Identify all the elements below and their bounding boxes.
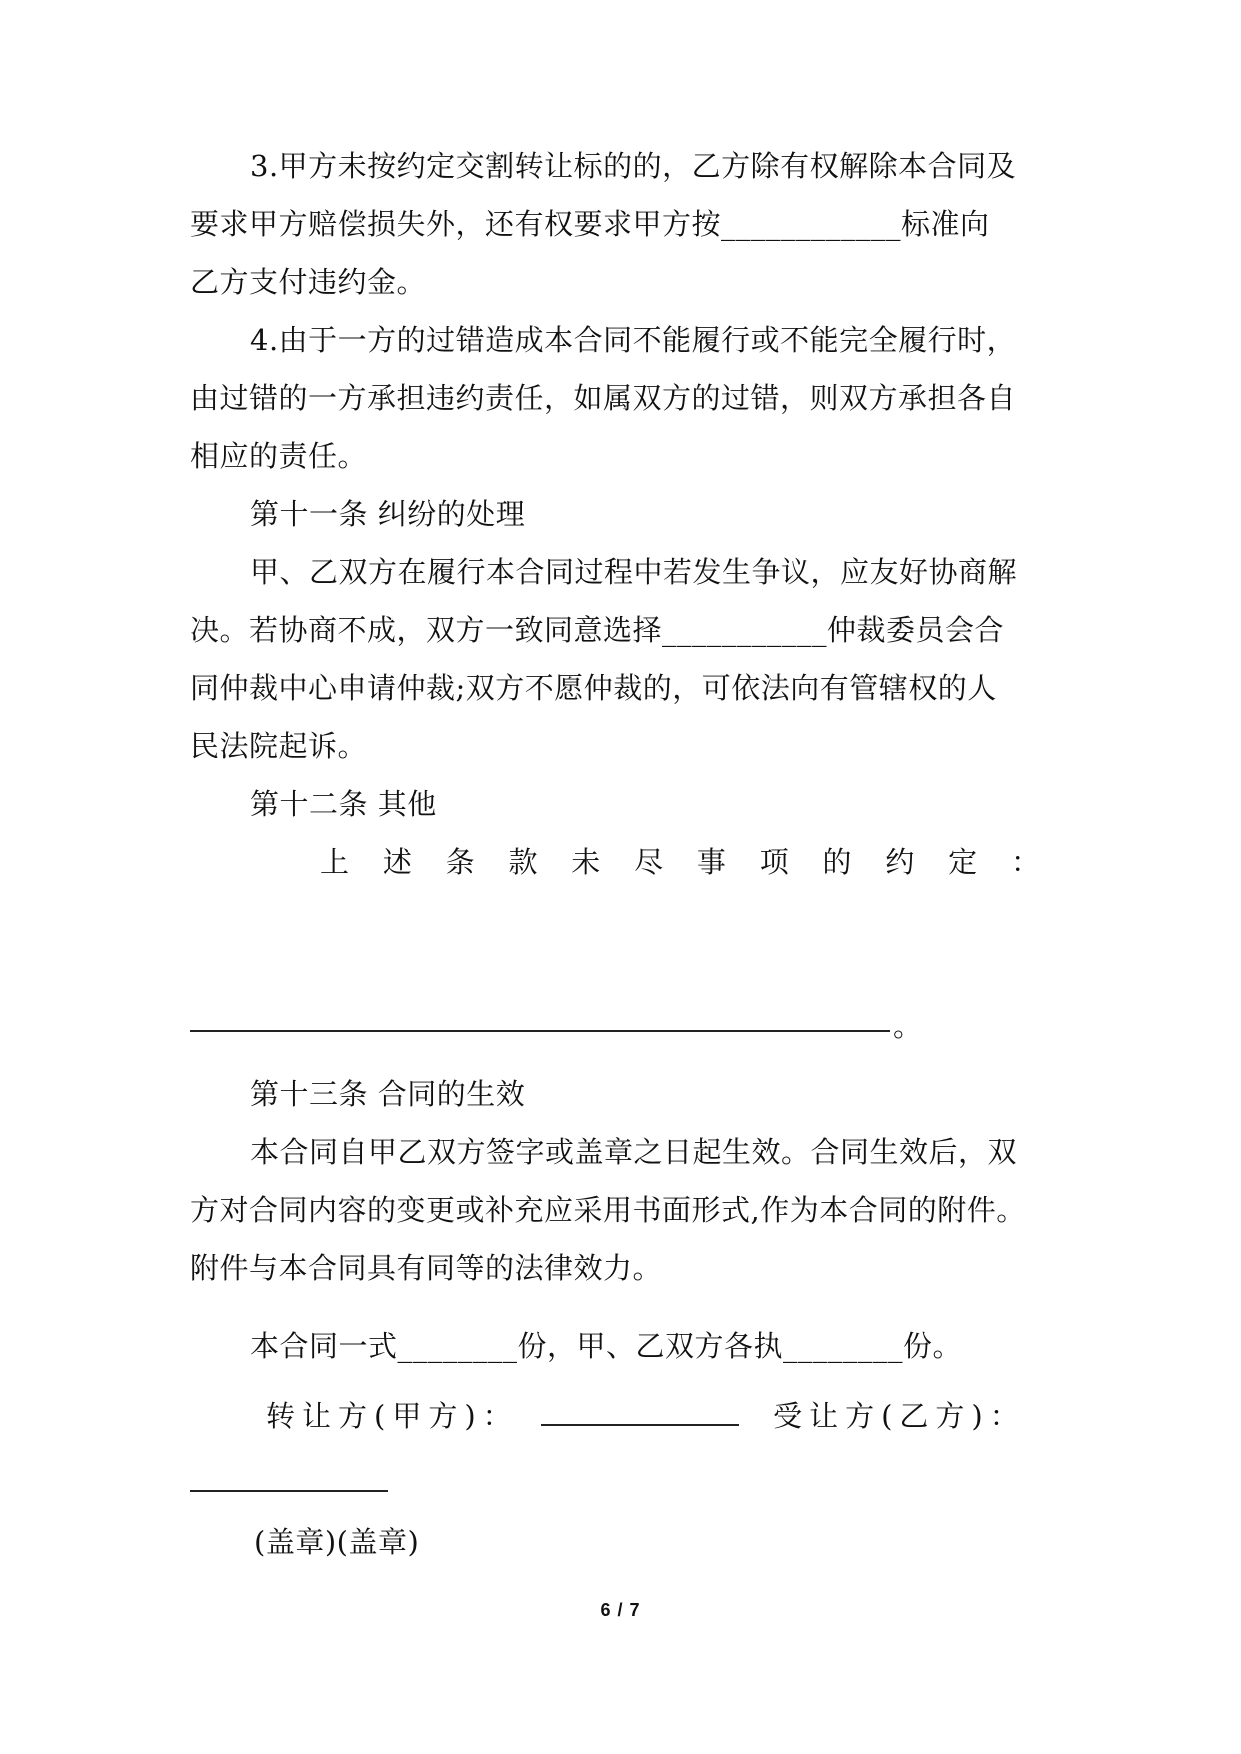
paragraph-line: 由过错的一方承担违约责任，如属双方的过错，则双方承担各自 xyxy=(190,381,1017,415)
fill-in-blank-long xyxy=(190,1030,890,1032)
spread-char: 事 xyxy=(696,845,726,879)
spread-char: 未 xyxy=(571,845,601,879)
paragraph-line: 本合同一式________份，甲、乙双方各执________份。 xyxy=(250,1329,963,1363)
paragraph-line: 4.由于一方的过错造成本合同不能履行或不能完全履行时， xyxy=(250,323,1017,357)
spread-char: 上 xyxy=(320,845,350,879)
paragraph-line: 要求甲方赔偿损失外，还有权要求甲方按____________标准向 xyxy=(190,207,990,241)
spread-char: 尽 xyxy=(634,845,664,879)
spread-text-line xyxy=(320,842,1040,882)
page-number: 6 / 7 xyxy=(600,1600,641,1620)
spread-char: 约 xyxy=(885,845,915,879)
spread-char: 定 xyxy=(948,845,978,879)
paragraph-line: 同仲裁中心申请仲裁;双方不愿仲裁的，可依法向有管辖权的人 xyxy=(190,671,997,705)
spread-char: ： xyxy=(1010,845,1040,879)
signature-line xyxy=(266,1396,1046,1436)
party-b-blank xyxy=(190,1490,388,1492)
party-a-blank xyxy=(541,1398,739,1426)
article-heading: 第十二条 其他 xyxy=(250,787,437,821)
paragraph-line: 相应的责任。 xyxy=(190,439,368,473)
blank-period: 。 xyxy=(893,1009,923,1043)
paragraph-line: 甲、乙双方在履行本合同过程中若发生争议，应友好协商解 xyxy=(250,555,1018,589)
spread-char: 款 xyxy=(508,845,538,879)
paragraph-line: 3.甲方未按约定交割转让标的的，乙方除有权解除本合同及 xyxy=(250,149,1017,183)
party-b-label: 受让方(乙方)： xyxy=(773,1399,1026,1433)
party-a-label: 转让方(甲方)： xyxy=(266,1399,519,1433)
article-heading: 第十一条 纠纷的处理 xyxy=(250,497,526,531)
seal-line: (盖章)(盖章) xyxy=(254,1525,420,1559)
spread-char: 述 xyxy=(382,845,412,879)
article-heading: 第十三条 合同的生效 xyxy=(250,1077,526,1111)
paragraph-line: 本合同自甲乙双方签字或盖章之日起生效。合同生效后，双 xyxy=(250,1135,1018,1169)
spread-char: 项 xyxy=(759,845,789,879)
paragraph-line: 附件与本合同具有同等的法律效力。 xyxy=(190,1251,663,1285)
paragraph-line: 方对合同内容的变更或补充应采用书面形式,作为本合同的附件。 xyxy=(190,1193,1026,1227)
spread-char: 的 xyxy=(822,845,852,879)
paragraph-line: 决。若协商不成，双方一致同意选择___________仲裁委员会合 xyxy=(190,613,1005,647)
paragraph-line: 民法院起诉。 xyxy=(190,729,368,763)
spread-char: 条 xyxy=(445,845,475,879)
paragraph-line: 乙方支付违约金。 xyxy=(190,265,427,299)
